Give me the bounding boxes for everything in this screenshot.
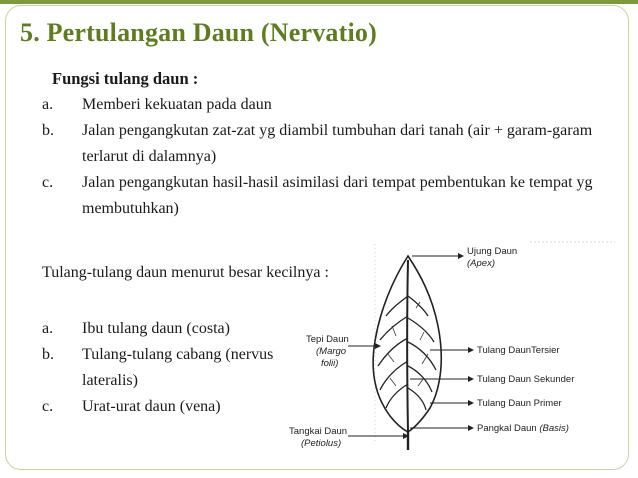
secondary-vein-label: Tulang Daun Sekunder <box>477 374 575 385</box>
list-item <box>42 316 302 342</box>
base-label: Pangkal Daun <box>477 423 537 434</box>
list-item <box>42 170 602 222</box>
list-marker: a. <box>42 320 54 337</box>
petiole-latin: (Petiolus) <box>301 438 342 449</box>
leaf-diagram <box>280 236 620 461</box>
list-item-text: Memberi kekuatan pada daun <box>82 96 272 113</box>
functions-list <box>42 92 602 222</box>
list-item-text: Urat-urat daun (vena) <box>82 398 221 415</box>
margin-label: Tepi Daun <box>306 334 349 345</box>
list-marker: c. <box>42 398 54 415</box>
list-item-text: Jalan pengangkutan hasil-hasil asimilasi dari tempat pembentukan ke tempat yg membutuhkan) <box>82 174 593 217</box>
pointer-arrowheads <box>375 253 474 439</box>
base-label-line <box>477 423 569 434</box>
midrib <box>407 260 408 432</box>
primary-vein-label: Tulang Daun Primer <box>477 398 562 409</box>
list-item <box>42 92 602 118</box>
petiole-label: Tangkai Daun <box>289 426 348 437</box>
list-marker: a. <box>42 96 54 113</box>
pointer-lines <box>348 256 470 436</box>
slide-title: 5. Pertulangan Daun (Nervatio) <box>20 18 377 47</box>
list-item-text: Jalan pengangkutan zat-zat yg diambil tumbuhan dari tanah (air + garam-garam terlarut di dalamnya) <box>82 122 593 165</box>
top-accent-bar <box>0 0 638 4</box>
functions-heading: Fungsi tulang daun : <box>52 69 199 88</box>
tertiary-vein-label: Tulang DaunTersier <box>477 345 560 356</box>
list-item <box>42 118 602 170</box>
base-latin: (Basis) <box>539 423 569 434</box>
list-marker: b. <box>42 122 54 139</box>
list-marker: c. <box>42 174 54 191</box>
apex-latin: (Apex) <box>467 258 495 269</box>
list-item-text: Tulang-tulang cabang (nervus lateralis) <box>82 346 274 389</box>
apex-label: Ujung Daun <box>467 246 518 257</box>
list-item <box>42 342 302 394</box>
list-item-text: Ibu tulang daun (costa) <box>82 320 230 337</box>
vein-types-list <box>42 316 302 420</box>
margin-latin-2: folii) <box>321 358 339 369</box>
list-marker: b. <box>42 346 54 363</box>
vein-size-intro: Tulang-tulang daun menurut besar kecilnya : <box>42 264 329 281</box>
margin-latin-1: (Margo <box>316 346 347 357</box>
list-item <box>42 394 302 420</box>
